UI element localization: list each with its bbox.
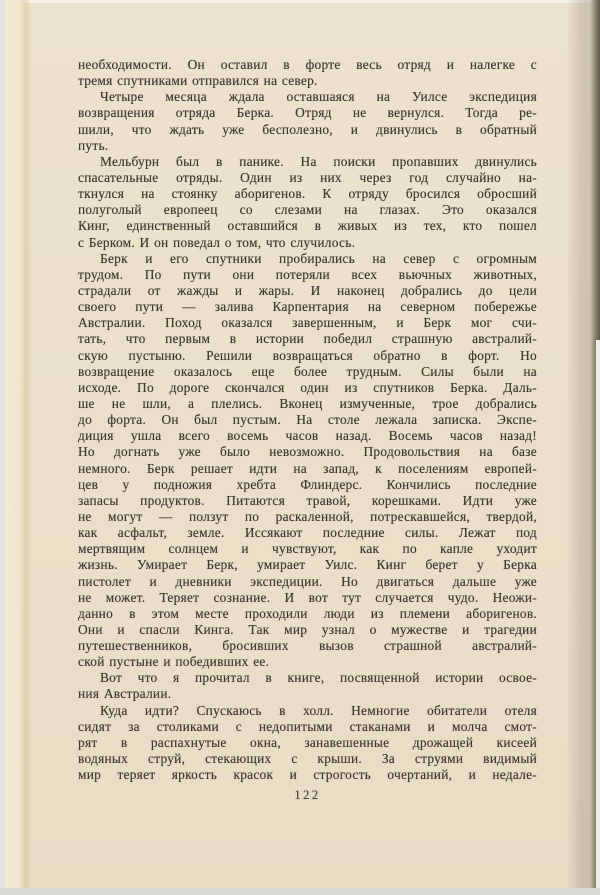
text-line: ской пустыне и победивших ее. [78,654,270,670]
text-line: пистолет и дневники экспедиции. Но двигаться дальше уже [78,573,537,589]
text-line: путешественников, бросивших вызов страшной австралий- [78,638,537,654]
text-line: исходе. По дороге скончался один из спутников Берка. Даль- [78,379,537,395]
text-line: Но догнать уже было невозможно. Продовольствия на базе [78,444,537,460]
text-line: страдали от жажды и жары. И наконец добрались до цели [78,282,537,298]
text-line: цев у подножия хребта Флиндерс. Кончились последние [78,476,537,492]
page-right-shadow [566,0,600,895]
text-line: ния Австралии. [78,686,172,702]
text-line: рят в распахнутые окна, занавешенные дрожащей кисеей [78,734,537,750]
page-number: 122 [294,788,321,802]
text-line: с Берком. И он поведал о том, что случилось. [78,234,356,250]
text-line: Четыре месяца ждала оставшаяся на Уилсе экспедиция [100,89,537,105]
text-line: трудом. По пути они потеряли всех вьючных животных, [78,266,537,282]
text-line: запасы продуктов. Питаются травой, корешками. Идти уже [78,492,537,508]
text-line: Они и спасли Кинга. Так мир узнал о мужестве и трагедии [78,621,537,637]
text-line: водяных струй, стекающих с крыши. За струями видимый [78,751,537,767]
text-line: шили, что ждать уже бесполезно, и двинулись в обратный [78,121,537,137]
text-line: необходимости. Он оставил в форте весь отряд и налегке с [78,57,537,72]
text-line: мертвящим солнцем и чувствуют, как по капле уходит [78,541,537,557]
scan-bottom-edge [0,888,600,895]
text-line: полуголый европеец со слезами на глазах. Это оказался [78,202,537,218]
text-line: диция ушла всего восемь часов назад. Восемь часов назад! [78,428,537,444]
text-line: немного. Берк решает идти на запад, к поселениям европей- [78,460,537,476]
text-line: сидят за столиками с недопитыми стаканами и молча смот- [78,718,537,734]
page-left-edge [5,0,31,895]
text-line: жизнь. Умирает Берк, умирает Уилс. Кинг берет у Берка [78,557,537,573]
page-top-edge [0,0,600,3]
text-line: Куда идти? Спускаюсь в холл. Немногие обитатели отеля [100,702,537,718]
text-line: тать, что первым в истории победил страшную австралий- [78,331,537,347]
text-line: ше не шли, а плелись. Вконец измученные, трое добрались [78,395,537,411]
text-line: Берк и его спутники пробирались на север с огромным [100,250,537,266]
text-line: ткнулся на стоянку аборигенов. К отряду бросился обросший [78,186,537,202]
text-line: не могут — ползут по раскаленной, потрескавшейся, твердой, [78,508,537,524]
text-line: Кинг, единственный оставшийся в живых из тех, кто пошел [78,218,537,234]
scan-right-margin [596,340,600,895]
text-line: возвращения отряда Берка. Отряд не вернулся. Тогда ре- [78,105,537,121]
text-line: до форта. Он был пустым. На столе лежала записка. Экспе- [78,412,537,428]
text-line: Австралии. Поход оказался завершенным, и Берк мог счи- [78,315,537,331]
text-line: данно в этом месте проходили люди из племени аборигенов. [78,605,537,621]
text-line: Вот что я прочитал в книге, посвященной истории освое- [100,670,537,686]
text-line: как асфальт, земле. Иссякают последние силы. Лежат под [78,525,537,541]
page-text-block [78,57,537,783]
text-line: возвращение оказалось еще более трудным. Силы были на [78,363,537,379]
text-line: мир теряет яркость красок и строгость очертаний, и недале- [78,767,537,783]
text-line: скую пустыню. Решили возвращаться обратно в форт. Но [78,347,537,363]
text-line: Мельбурн был в панике. На поиски пропавших двинулись [100,153,537,169]
text-line: спасательные отряды. Один из них через год случайно на- [78,169,537,185]
text-line: своего пути — залива Карпентария на северном побережье [78,299,537,315]
text-line: путь. [78,137,109,153]
text-line: не может. Теряет сознание. И вот тут случается чудо. Неожи- [78,589,537,605]
text-line: тремя спутниками отправился на север. [78,73,318,89]
